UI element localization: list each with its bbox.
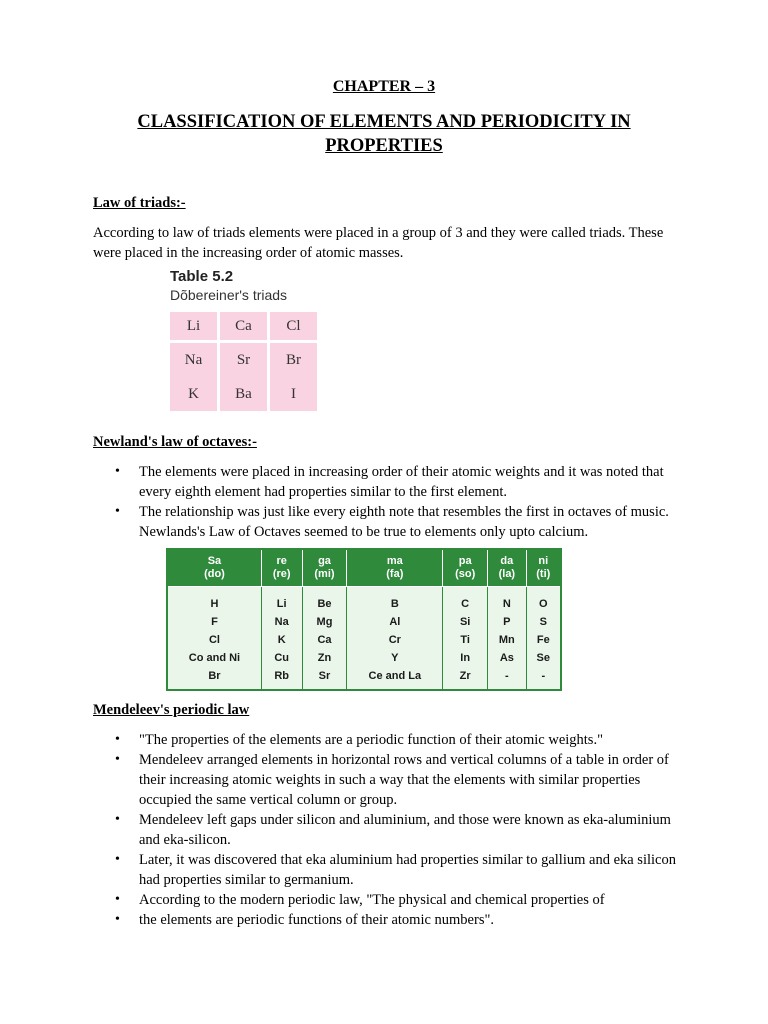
table-cell: C	[443, 587, 488, 614]
table-cell: -	[526, 667, 561, 690]
table-cell: As	[488, 649, 526, 667]
table-row	[167, 649, 561, 667]
table-cell: Li	[170, 312, 217, 343]
table-cell: Br	[167, 667, 261, 690]
table-cell: Ba	[220, 377, 267, 411]
table-cell: Y	[347, 649, 443, 667]
dobereiner-table-subtitle: Dõbereiner's triads	[170, 287, 288, 303]
table-cell: Zr	[443, 667, 488, 690]
table-cell: Fe	[526, 631, 561, 649]
table-cell: K	[261, 631, 302, 649]
table-cell: H	[167, 587, 261, 614]
mendeleev-bullet-list	[93, 730, 683, 930]
table-header-row	[167, 549, 561, 587]
table-cell: Ti	[443, 631, 488, 649]
table-cell: Mg	[302, 613, 347, 631]
newland-bullet-list	[93, 462, 683, 542]
list-item: • Mendeleev arranged elements in horizontal rows and vertical columns of a table in order of their increasing atomic weights in such a way that the elements with similar properties occupied the same vertical column or group.	[93, 750, 683, 810]
triads-heading: Law of triads:-	[93, 195, 186, 211]
page-title: CLASSIFICATION OF ELEMENTS AND PERIODICITY IN PROPERTIES	[137, 112, 631, 156]
table-cell: Ca	[220, 312, 267, 343]
dobereiner-table-figure	[170, 268, 340, 416]
table-cell: B	[347, 587, 443, 614]
list-item: • According to the modern periodic law, "The physical and chemical properties of	[93, 890, 683, 910]
table-cell: Co and Ni	[167, 649, 261, 667]
table-row	[167, 667, 561, 690]
table-row	[170, 377, 317, 411]
table-cell: S	[526, 613, 561, 631]
table-cell: O	[526, 587, 561, 614]
table-cell: Be	[302, 587, 347, 614]
table-cell: F	[167, 613, 261, 631]
table-cell: Na	[170, 343, 217, 377]
table-cell: Si	[443, 613, 488, 631]
triads-paragraph: According to law of triads elements were placed in a group of 3 and they were called triads. These were placed in the increasing order of atomic masses.	[93, 225, 664, 261]
table-cell: Sr	[220, 343, 267, 377]
table-cell: Sr	[302, 667, 347, 690]
dobereiner-table-title: Table 5.2	[170, 268, 234, 285]
table-row	[167, 613, 561, 631]
table-cell: Al	[347, 613, 443, 631]
table-cell: K	[170, 377, 217, 411]
list-item: • Later, it was discovered that eka aluminium had properties similar to gallium and eka silicon had properties similar to germanium.	[93, 850, 683, 890]
column-header: da (la)	[488, 549, 526, 587]
table-row	[170, 312, 317, 343]
column-header: ni (ti)	[526, 549, 561, 587]
octaves-table	[166, 548, 562, 691]
table-cell: Rb	[261, 667, 302, 690]
table-cell: -	[488, 667, 526, 690]
table-cell: Ca	[302, 631, 347, 649]
table-cell: Ce and La	[347, 667, 443, 690]
table-cell: Cr	[347, 631, 443, 649]
table-row	[170, 343, 317, 377]
list-item: • "The properties of the elements are a periodic function of their atomic weights."	[93, 730, 683, 750]
table-cell: I	[270, 377, 317, 411]
dobereiner-table	[167, 312, 320, 411]
table-cell: P	[488, 613, 526, 631]
mendeleev-heading: Mendeleev's periodic law	[93, 702, 250, 718]
list-item: • The elements were placed in increasing order of their atomic weights and it was noted that every eighth element had properties similar to the first element.	[93, 462, 683, 502]
table-cell: Li	[261, 587, 302, 614]
column-header: Sa (do)	[167, 549, 261, 587]
list-item: • The relationship was just like every eighth note that resembles the first in octaves of music. Newlands's Law of Octaves seemed to be true to elements only upto calcium.	[93, 502, 683, 542]
chapter-heading: CHAPTER – 3	[332, 78, 436, 95]
table-cell: Se	[526, 649, 561, 667]
newland-heading: Newland's law of octaves:-	[93, 434, 257, 450]
table-cell: In	[443, 649, 488, 667]
table-cell: Zn	[302, 649, 347, 667]
table-cell: Cu	[261, 649, 302, 667]
column-header: ga (mi)	[302, 549, 347, 587]
column-header: pa (so)	[443, 549, 488, 587]
table-cell: Cl	[167, 631, 261, 649]
column-header: re (re)	[261, 549, 302, 587]
table-cell: Cl	[270, 312, 317, 343]
table-cell: Na	[261, 613, 302, 631]
table-cell: Mn	[488, 631, 526, 649]
list-item: • Mendeleev left gaps under silicon and aluminium, and those were known as eka-aluminium and eka-silicon.	[93, 810, 683, 850]
list-item: • the elements are periodic functions of their atomic numbers".	[93, 910, 683, 930]
table-row	[167, 587, 561, 614]
table-cell: Br	[270, 343, 317, 377]
table-row	[167, 631, 561, 649]
column-header: ma (fa)	[347, 549, 443, 587]
table-cell: N	[488, 587, 526, 614]
